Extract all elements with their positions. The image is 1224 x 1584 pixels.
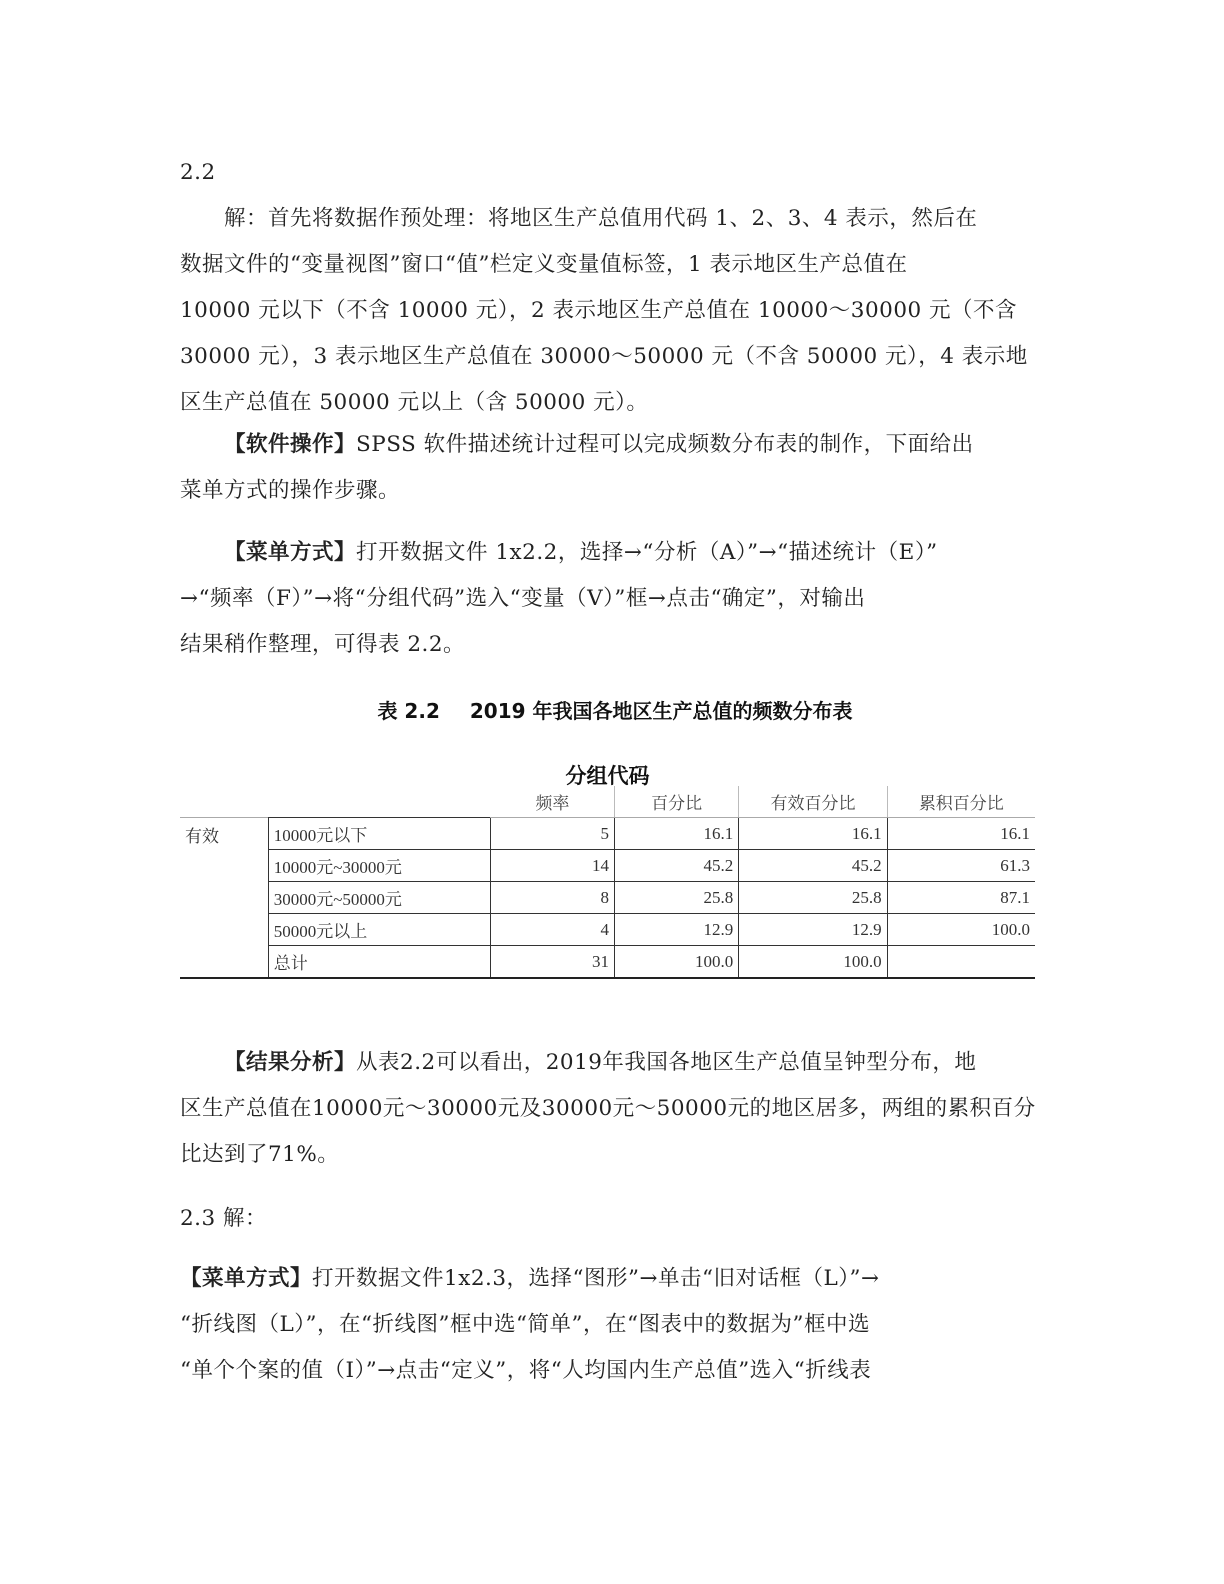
text-line: “单个个案的值（I）”→点击“定义”，将“人均国内生产总值”选入“折线表 (180, 1358, 872, 1383)
software-paragraph (180, 422, 1050, 514)
cum-pct-cell (887, 946, 1035, 979)
pct-cell: 45.2 (615, 850, 739, 882)
text-line: 【菜单方式】打开数据文件1x2.3，选择“图形”→单击“旧对话框（L）”→ (180, 1266, 880, 1291)
cum-pct-cell: 61.3 (887, 850, 1035, 882)
category-cell: 总计 (268, 946, 491, 979)
software-label: 【软件操作】 (224, 432, 357, 457)
text-line: “折线图（L）”，在“折线图”框中选“简单”，在“图表中的数据为”框中选 (180, 1312, 870, 1337)
table-row-total (180, 946, 1035, 979)
text-line: 菜单方式的操作步骤。 (180, 478, 401, 503)
category-cell: 10000元~30000元 (268, 850, 491, 882)
cum-pct-cell: 16.1 (887, 818, 1035, 850)
column-header: 百分比 (615, 786, 739, 818)
section-2-3 (180, 1196, 1050, 1242)
pct-cell: 12.9 (615, 914, 739, 946)
text-line: 【菜单方式】打开数据文件 1x2.2，选择→“分析（A）”→“描述统计（E）” (224, 540, 938, 565)
cum-pct-cell: 87.1 (887, 882, 1035, 914)
menu-label: 【菜单方式】 (180, 1266, 313, 1291)
text-line: 解：首先将数据作预处理：将地区生产总值用代码 1、2、3、4 表示，然后在 (224, 206, 978, 231)
freq-cell: 31 (491, 946, 615, 979)
section-heading: 2.2 (180, 160, 216, 185)
section-heading: 2.3 解： (180, 1206, 268, 1231)
table-caption-title: 2019 年我国各地区生产总值的频数分布表 (469, 699, 853, 723)
table-row (180, 882, 1035, 914)
cum-pct-cell: 100.0 (887, 914, 1035, 946)
valid-pct-cell: 100.0 (739, 946, 887, 979)
freq-cell: 5 (491, 818, 615, 850)
column-header: 频率 (491, 786, 615, 818)
valid-pct-cell: 45.2 (739, 850, 887, 882)
text-line: 结果稍作整理，可得表 2.2。 (180, 632, 466, 657)
text-line: 区生产总值在10000元～30000元及30000元～50000元的地区居多，两组的累积百分 (180, 1096, 1036, 1121)
table-caption (180, 695, 1050, 724)
table-title: 分组代码 (565, 764, 650, 788)
group-label: 有效 (180, 818, 268, 979)
valid-pct-cell: 16.1 (739, 818, 887, 850)
table-row (180, 850, 1035, 882)
table-row (180, 914, 1035, 946)
menu-paragraph (180, 530, 1050, 668)
text-line: 比达到了71%。 (180, 1142, 340, 1167)
category-cell: 30000元~50000元 (268, 882, 491, 914)
analysis-label: 【结果分析】 (224, 1050, 357, 1075)
pct-cell: 16.1 (615, 818, 739, 850)
table-row (180, 818, 1035, 850)
frequency-table (180, 786, 1035, 979)
analysis-paragraph (180, 1040, 1050, 1178)
text-line: →“频率（F）”→将“分组代码”选入“变量（V）”框→点击“确定”，对输出 (180, 586, 866, 611)
freq-cell: 4 (491, 914, 615, 946)
pct-cell: 25.8 (615, 882, 739, 914)
column-header: 累积百分比 (887, 786, 1035, 818)
category-cell: 10000元以下 (268, 818, 491, 850)
column-header: 有效百分比 (739, 786, 887, 818)
text-line: 数据文件的“变量视图”窗口“值”栏定义变量值标签，1 表示地区生产总值在 (180, 252, 908, 277)
text-line: 【结果分析】从表2.2可以看出，2019年我国各地区生产总值呈钟型分布，地 (224, 1050, 977, 1075)
text-line: 30000 元），3 表示地区生产总值在 30000～50000 元（不含 50000 元），4 表示地 (180, 344, 1028, 369)
freq-cell: 14 (491, 850, 615, 882)
freq-cell: 8 (491, 882, 615, 914)
section-2-2-intro (180, 150, 1050, 426)
text-line: 区生产总值在 50000 元以上（含 50000 元）。 (180, 390, 649, 415)
valid-pct-cell: 12.9 (739, 914, 887, 946)
text-line: 【软件操作】SPSS 软件描述统计过程可以完成频数分布表的制作，下面给出 (224, 432, 974, 457)
valid-pct-cell: 25.8 (739, 882, 887, 914)
table-header-row (180, 786, 1035, 818)
text-line: 10000 元以下（不含 10000 元），2 表示地区生产总值在 10000～30000 元（不含 (180, 298, 1018, 323)
pct-cell: 100.0 (615, 946, 739, 979)
table-number: 表 2.2 (377, 699, 440, 723)
category-cell: 50000元以上 (268, 914, 491, 946)
menu-paragraph-2-3 (180, 1256, 1050, 1394)
menu-label: 【菜单方式】 (224, 540, 357, 565)
